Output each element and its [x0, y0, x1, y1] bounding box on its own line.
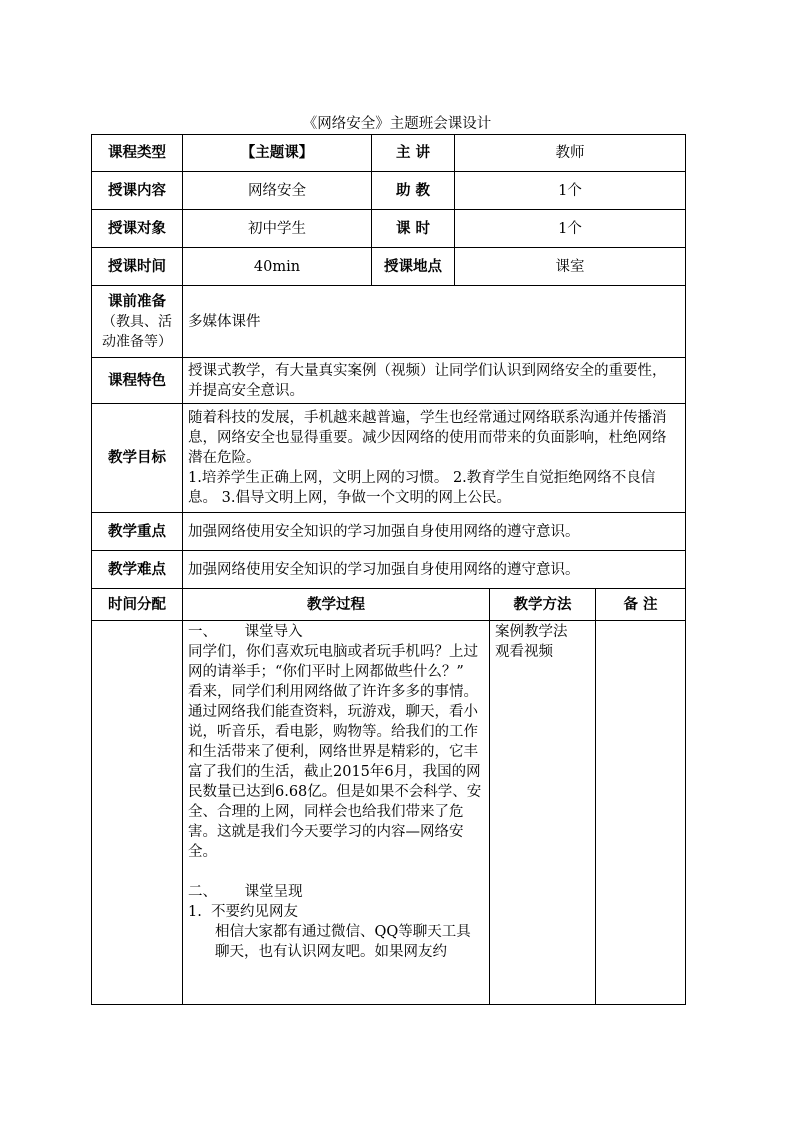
row-difficulties [92, 551, 686, 589]
document-title: 《网络安全》主题班会课设计 [302, 116, 492, 132]
header-method: 教学方法 [490, 589, 596, 621]
audience-value: 初中学生 [183, 210, 372, 248]
content-value: 网络安全 [183, 172, 372, 210]
method-cell [490, 621, 596, 1005]
time-value: 40min [183, 248, 372, 286]
header-remarks: 备 注 [596, 589, 686, 621]
header-process: 教学过程 [183, 589, 490, 621]
process-cell [183, 621, 490, 1005]
row-prep [92, 286, 686, 358]
goals-label: 教学目标 [92, 404, 183, 513]
time-label: 授课时间 [92, 248, 183, 286]
lesson-plan-table [91, 134, 686, 1005]
goals-value [183, 404, 686, 513]
assistant-value: 1个 [455, 172, 686, 210]
difficulties-value: 加强网络使用安全知识的学习加强自身使用网络的遵守意识。 [183, 551, 686, 589]
prep-label [92, 286, 183, 358]
row-process-body [92, 621, 686, 1005]
row-features [92, 358, 686, 404]
lecturer-value: 教师 [455, 135, 686, 172]
row-course-type [92, 135, 686, 172]
time-allocation-cell [92, 621, 183, 1005]
prep-value: 多媒体课件 [183, 286, 686, 358]
difficulties-label: 教学难点 [92, 551, 183, 589]
remarks-cell [596, 621, 686, 1005]
section-heading-intro: 一、 课堂导入 [188, 624, 303, 640]
key-points-label: 教学重点 [92, 513, 183, 551]
method-item: 案例教学法 [495, 624, 568, 640]
course-type-value: 【主题课】 [183, 135, 372, 172]
process-paragraph-3: 相信大家都有通过微信、QQ等聊天工具聊天，也有认识网友吧。如果网友约 [215, 924, 471, 960]
row-content [92, 172, 686, 210]
location-value: 课室 [455, 248, 686, 286]
key-points-value: 加强网络使用安全知识的学习加强自身使用网络的遵守意识。 [183, 513, 686, 551]
row-time [92, 248, 686, 286]
goals-list: 1.培养学生正确上网，文明上网的习惯。 2.教育学生自觉拒绝网络不良信息。 3.倡导文明上网，争做一个文明的网上公民。 [188, 470, 656, 506]
assistant-label: 助 教 [372, 172, 455, 210]
periods-label: 课 时 [372, 210, 455, 248]
course-type-label: 课程类型 [92, 135, 183, 172]
prep-label-text: 课前准备 [108, 292, 166, 310]
content-label: 授课内容 [92, 172, 183, 210]
row-process-header [92, 589, 686, 621]
row-key-points [92, 513, 686, 551]
audience-label: 授课对象 [92, 210, 183, 248]
section-heading-presentation: 二、 课堂呈现 [188, 884, 303, 900]
process-paragraph-2: 看来，同学们利用网络做了许许多多的事情。通过网络我们能查资料，玩游戏，聊天，看小说，听音乐，看电影，购物等。给我们的工作和生活带来了便利，网络世界是精彩的，它丰富了我们的生活，截止2015年6月，我国的网民数量已达到6.68亿。但是如果不会科学、安全、合理的上网，同样会也给我们带来了危害。这就是我们今天要学习的内容—网络安全。 [188, 684, 482, 860]
goals-paragraph: 随着科技的发展，手机越来越普遍，学生也经常通过网络联系沟通并传播消息，网络安全也显得重要。减少因网络的使用而带来的负面影响，杜绝网络潜在危险。 [188, 410, 667, 466]
process-paragraph-1: 同学们，你们喜欢玩电脑或者玩手机吗？上过网的请举手；“你们平时上网都做些什么？” [188, 644, 478, 680]
row-audience [92, 210, 686, 248]
lecturer-label: 主 讲 [372, 135, 455, 172]
features-label: 课程特色 [92, 358, 183, 404]
features-value: 授课式教学，有大量真实案例（视频）让同学们认识到网络安全的重要性，并提高安全意识。 [183, 358, 686, 404]
prep-label-note: （教具、活动准备等） [102, 313, 172, 350]
location-label: 授课地点 [372, 248, 455, 286]
header-time: 时间分配 [92, 589, 183, 621]
subsection-heading: 1. 不要约见网友 [188, 904, 299, 920]
periods-value: 1个 [455, 210, 686, 248]
method-item: 观看视频 [495, 644, 553, 660]
blank-line [188, 862, 484, 882]
row-goals [92, 404, 686, 513]
